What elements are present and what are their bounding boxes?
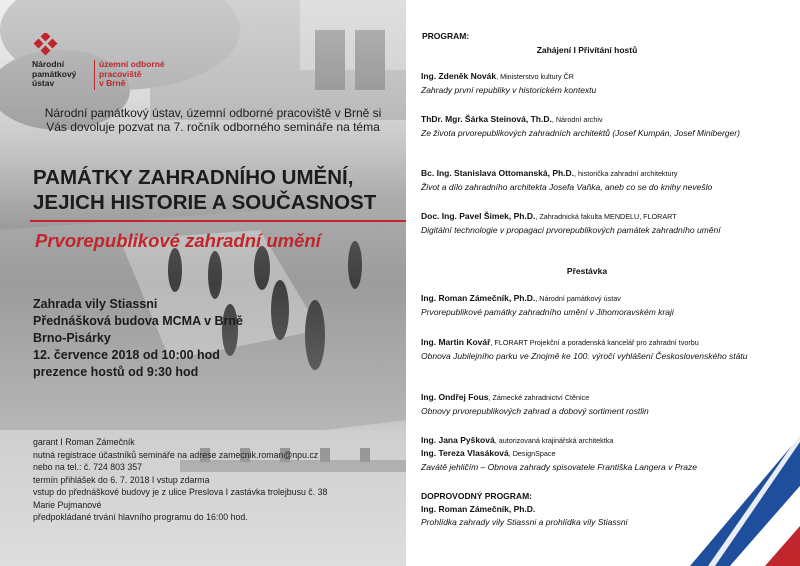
talk-title: Prvorepublikové památky zahradního umění v Jihomoravském kraji [421, 306, 674, 317]
logo-line: územní odborné [99, 59, 165, 69]
speaker-name: ThDr. Mgr. Šárka Steinová, Th.D. [421, 114, 552, 124]
speaker-affiliation: , autorizovaná krajinářská architektka [494, 436, 614, 445]
venue-line: Brno-Pisárky [33, 331, 111, 345]
speaker-affiliation: , Národní archiv [551, 115, 603, 124]
talk-title: Zahrady první republiky v historickém kontextu [421, 84, 597, 95]
speaker-affiliation: , Ministerstvo kultury ČR [496, 72, 574, 81]
speaker-name: Ing. Jana Pyšková [421, 435, 495, 445]
logo-line: ústav [32, 78, 55, 88]
speaker-name: Bc. Ing. Stanislava Ottomanská, Ph.D. [421, 168, 575, 178]
talk-title: Prohlídka zahrady vily Stiassni a prohlídka vily Stiassni [421, 516, 628, 527]
talk-title: Obnova Jubilejního parku ve Znojmě ke 100. výročí vyhlášení Československého státu [421, 350, 748, 361]
logo-line: památkový [32, 68, 77, 79]
logo-line: v Brně [99, 78, 126, 88]
speaker-name: Ing. Roman Zámečník, Ph.D. [421, 504, 536, 514]
info-line: termín přihlášek do 6. 7. 2018 I vstup zdarma [33, 474, 210, 485]
venue-line: Zahrada vily Stiassni [33, 297, 158, 311]
program-item [421, 292, 773, 318]
program-item [421, 210, 773, 236]
accompanying-heading: DOPROVODNÝ PROGRAM: [421, 491, 532, 501]
program-item [421, 70, 773, 96]
speaker-name: Ing. Martin Kovář [421, 337, 491, 347]
talk-title: Zavátě jehličím – Obnova zahrady spisovatele Františka Langera v Praze [421, 461, 697, 472]
logo-name [32, 60, 76, 89]
title-line-2: JEJICH HISTORIE A SOUČASNOST [33, 191, 377, 214]
info-line: garant I Roman Zámečník [33, 437, 135, 447]
talk-title: Život a dílo zahradního architekta Josefa Vaňka, aneb co se do knihy nevešlo [421, 181, 713, 192]
info-line: Marie Pujmanové [33, 499, 102, 510]
speaker-affiliation: , Národní památkový ústav [535, 294, 621, 303]
talk-title: Digitální technologie v propagaci prvorepublikových památek zahradního umění [421, 224, 721, 235]
logo-line: Národní [32, 59, 65, 69]
logo-divider [94, 60, 95, 90]
break-heading: Přestávka [566, 266, 608, 276]
speaker-name: Ing. Roman Zámečník, Ph.D. [421, 293, 536, 303]
title-line-1: PAMÁTKY ZAHRADNÍHO UMĚNÍ, [33, 166, 354, 189]
czech-flag-corner-icon [670, 416, 800, 566]
speaker-name: Ing. Tereza Vlasáková [421, 448, 509, 458]
speaker-name: Ing. Zdeněk Novák [421, 71, 497, 81]
venue-info [33, 296, 243, 381]
speaker-affiliation: , FLORART Projekční a poradenská kancelář pro zahradní tvorbu [490, 338, 699, 347]
program-heading: PROGRAM: [422, 31, 470, 41]
talk-title: Obnovy prvorepublikových zahrad a dobový sortiment rostlin [421, 405, 649, 416]
speaker-affiliation: , Zahradnická fakulta MENDELU, FLORART [535, 212, 677, 221]
talk-title: Ze života prvorepublikových zahradních architektů (Josef Kumpán, Josef Miniberger) [421, 127, 740, 138]
speaker-name: Ing. Ondřej Fous [421, 392, 489, 402]
info-line: nebo na tel.: č. 724 803 357 [33, 462, 143, 472]
venue-line: Přednášková budova MCMA v Brně [33, 314, 244, 328]
title-divider [30, 220, 406, 222]
speaker-name: Doc. Ing. Pavel Šimek, Ph.D. [421, 211, 536, 221]
info-line: předpokládané trvání hlavního programu do 16:00 hod. [33, 512, 248, 522]
program-item [421, 113, 773, 139]
logo-department [99, 60, 165, 89]
speaker-affiliation: , Zámecké zahradnictví Ctěnice [488, 393, 590, 402]
speaker-affiliation: , historička zahradní architektury [574, 169, 678, 178]
registration-info [33, 436, 405, 524]
logo-line: pracoviště [99, 68, 142, 79]
info-line: nutná registrace účastníků semináře na adrese zamecnik.roman@npu.cz [33, 449, 319, 460]
info-line: vstup do přednáškové budovy je z ulice Preslova I zastávka trolejbusu č. 38 [33, 487, 328, 497]
npu-logo-icon [32, 33, 60, 57]
event-subtitle: Prvorepublikové zahradní umění [35, 230, 321, 251]
intro-text: Národní památkový ústav, územní odborné pracoviště v Brně si Vás dovoluje pozvat na 7. ročník odborného semináře na téma [44, 106, 382, 134]
event-title [33, 165, 376, 215]
speaker-affiliation: , DesignSpace [508, 449, 556, 458]
opening-heading: Zahájení I Přivítání hostů [536, 45, 638, 55]
program-item [421, 336, 773, 362]
program-item [421, 391, 773, 417]
venue-line: prezence hostů od 9:30 hod [33, 365, 199, 379]
venue-line: 12. července 2018 od 10:00 hod [33, 348, 220, 362]
program-item [421, 167, 773, 193]
